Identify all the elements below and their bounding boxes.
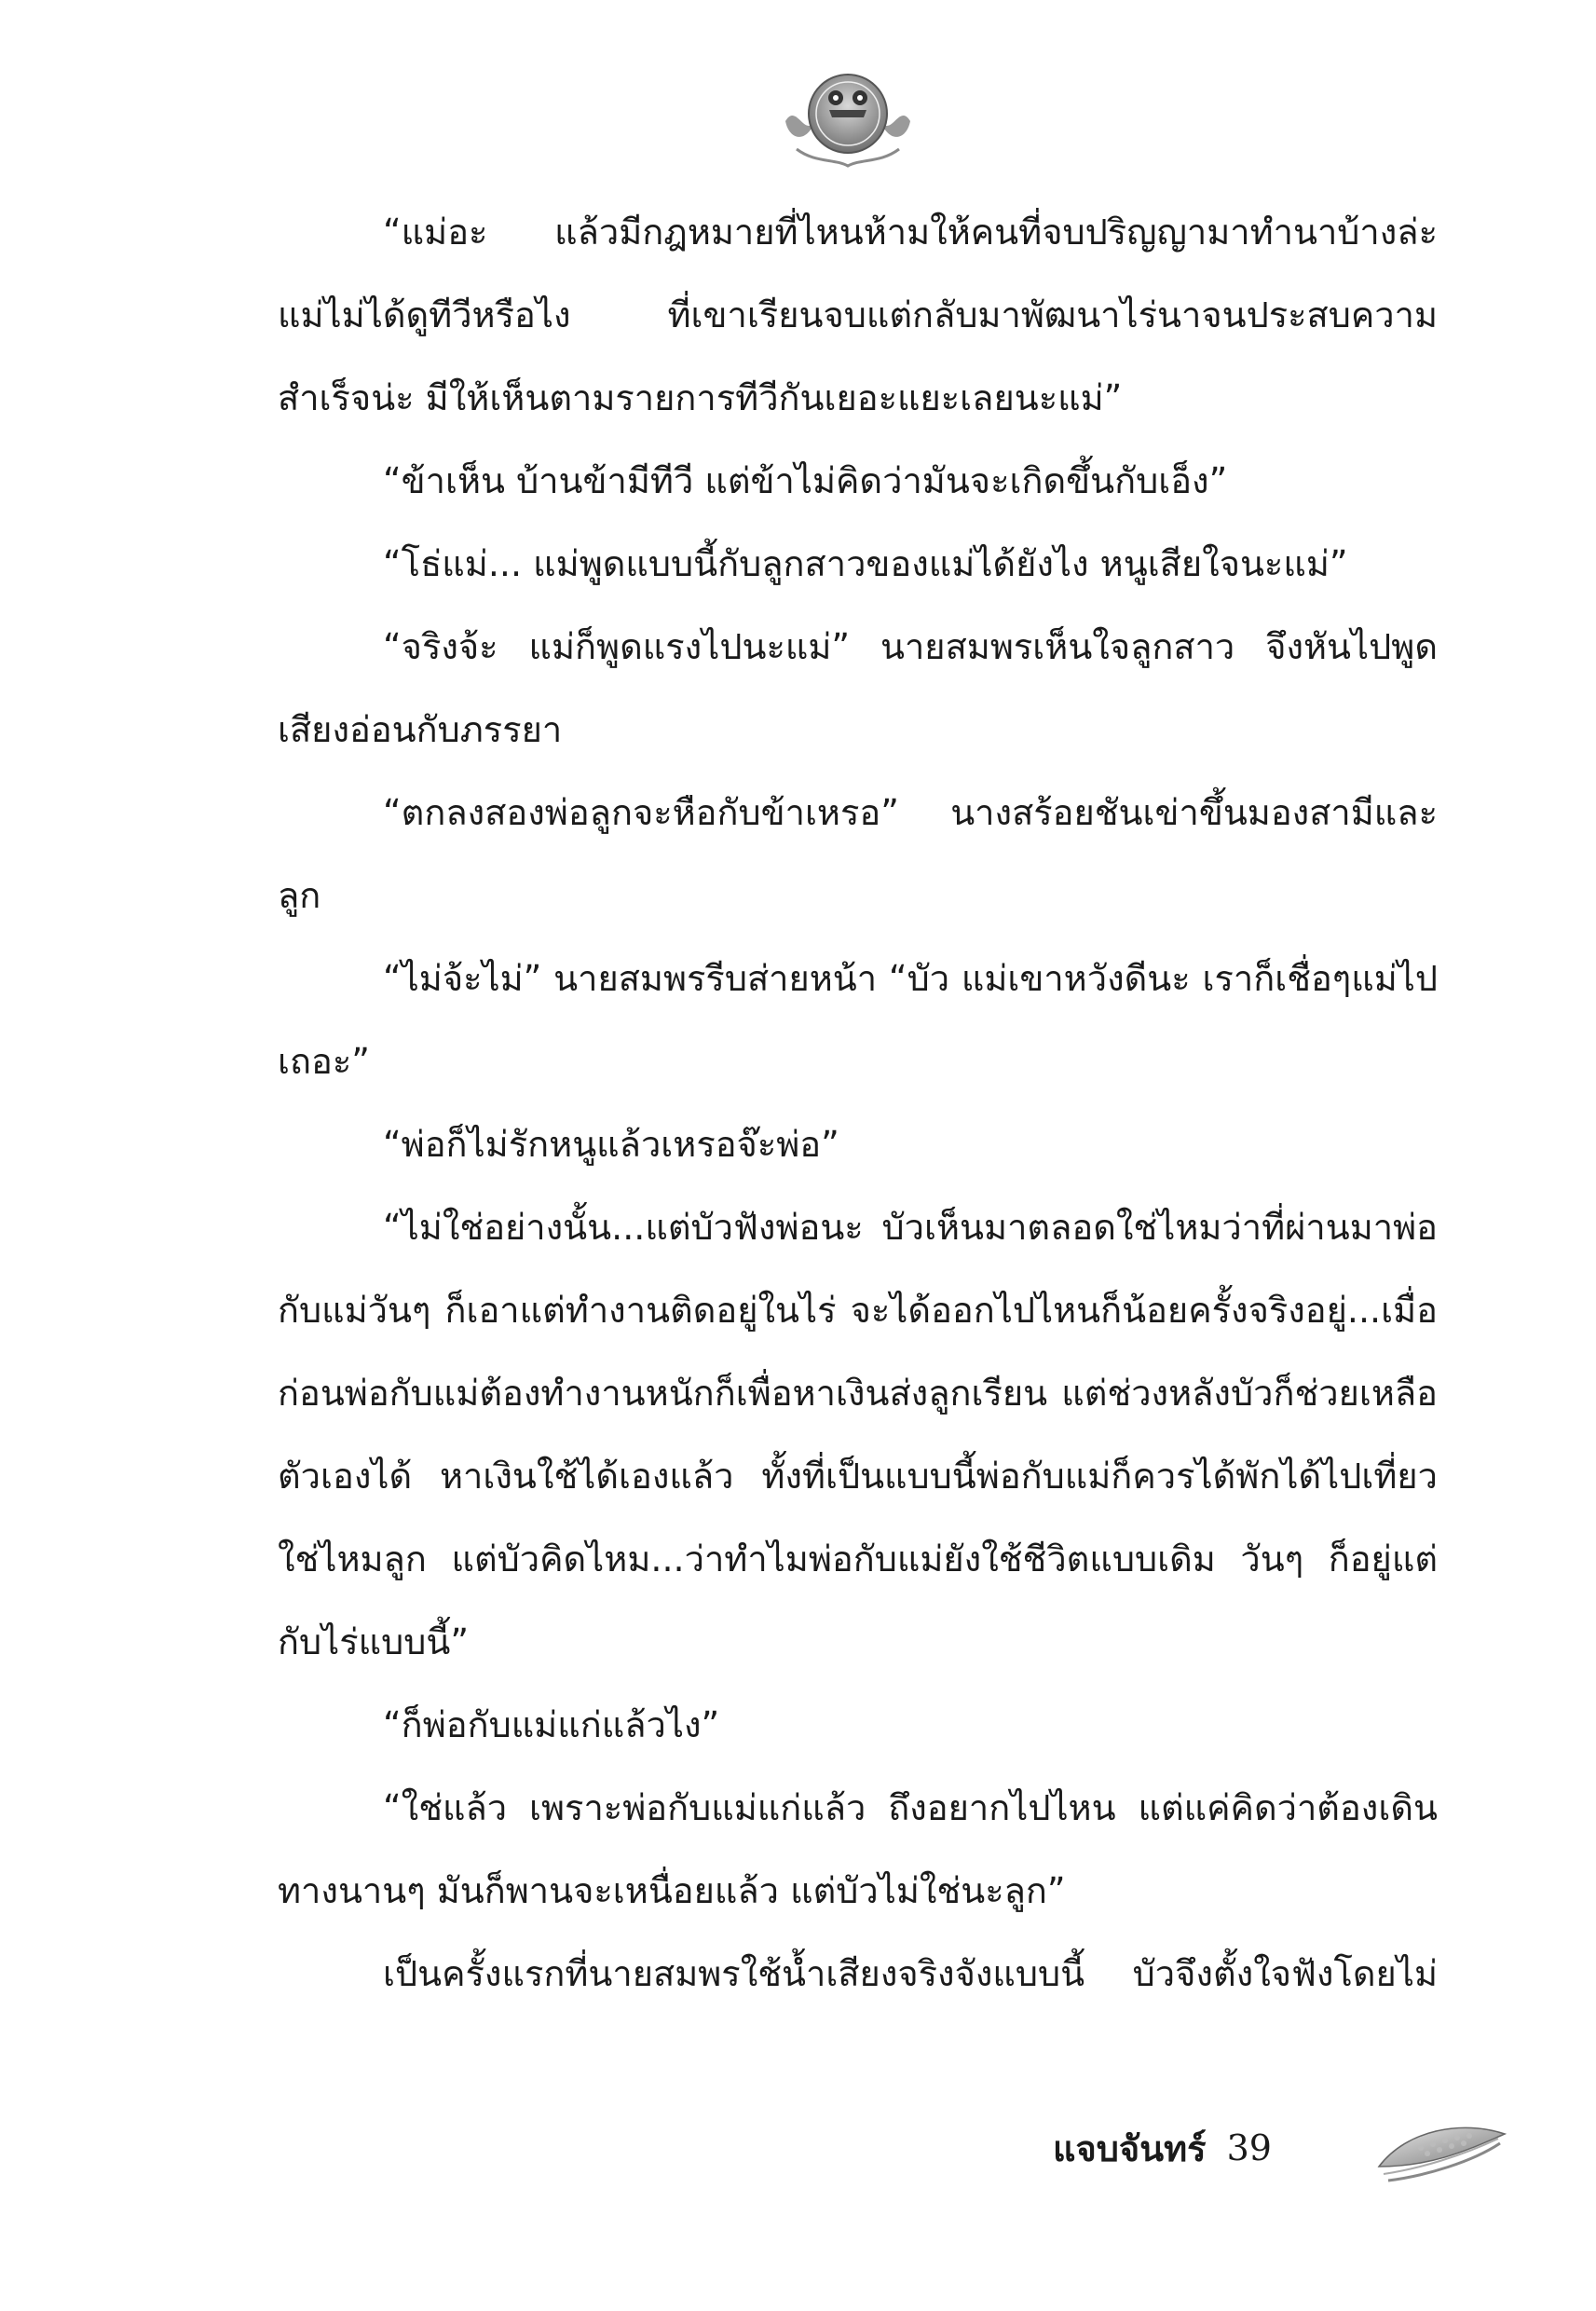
- corn-icon: [1370, 2101, 1509, 2195]
- paragraph: เป็นครั้งแรกที่นายสมพรใช้น้ำเสียงจริงจังแบบนี้ บัวจึงตั้งใจฟังโดยไม่: [383, 1953, 1438, 1994]
- paragraph: “โธ่แม่... แม่พูดแบบนี้กับลูกสาวของแม่ได้ยังไง หนูเสียใจนะแม่”: [383, 543, 1348, 584]
- paragraph: “แม่อะ แล้วมีกฎหมายที่ไหนห้ามให้คนที่จบปริญญามาทำนาบ้างล่ะ แม่ไม่ได้ดูทีวีหรือไง ที่เขาเรียนจบแต่กลับมาพัฒนาไร่นาจนประสบความสำเร็จน่ะ มีให้เห็นตามรายการทีวีกันเยอะแยะเลยนะแม่”: [278, 212, 1438, 418]
- paragraph: “พ่อก็ไม่รักหนูแล้วเหรอจ๊ะพ่อ”: [383, 1124, 839, 1165]
- emblem-seal-icon: [778, 56, 918, 177]
- header-emblem: [778, 56, 918, 177]
- paragraph: “ใช่แล้ว เพราะพ่อกับแม่แก่แล้ว ถึงอยากไปไหน แต่แค่คิดว่าต้องเดินทางนานๆ มันก็พานจะเหนื่อยแล้ว แต่บัวไม่ใช่นะลูก”: [278, 1787, 1438, 1911]
- paragraph: “ตกลงสองพ่อลูกจะหือกับข้าเหรอ” นางสร้อยชันเข่าขึ้นมองสามีและลูก: [278, 792, 1438, 916]
- page-number: 39: [1226, 2127, 1272, 2168]
- paragraph: “ไม่จ้ะไม่” นายสมพรรีบส่ายหน้า “บัว แม่เขาหวังดีนะ เราก็เชื่อๆแม่ไปเถอะ”: [278, 958, 1438, 1082]
- paragraph: “จริงจ้ะ แม่ก็พูดแรงไปนะแม่” นายสมพรเห็นใจลูกสาว จึงหันไปพูดเสียงอ่อนกับภรรยา: [278, 626, 1438, 750]
- paragraph: “ก็พ่อกับแม่แก่แล้วไง”: [383, 1704, 720, 1745]
- paragraph: “ไม่ใช่อย่างนั้น...แต่บัวฟังพ่อนะ บัวเห็นมาตลอดใช่ไหมว่าที่ผ่านมาพ่อกับแม่วันๆ ก็เอาแต่ทำงานติดอยู่ในไร่ จะได้ออกไปไหนก็น้อยครั้งจริงอยู่...เมื่อก่อนพ่อกับแม่ต้องทำงานหนักก็เพื่อหาเงินส่งลูกเรียน แต่ช่วงหลังบัวก็ช่วยเหลือตัวเองได้ หาเงินใช้ได้เองแล้ว ทั้งที่เป็นแบบนี้พ่อกับแม่ก็ควรได้พักได้ไปเที่ยวใช่ไหมลูก แต่บัวคิดไหม...ว่าทำไมพ่อกับแม่ยังใช้ชีวิตแบบเดิม วันๆ ก็อยู่แต่กับไร่แบบนี้”: [278, 1207, 1438, 1662]
- paragraph: “ข้าเห็น บ้านข้ามีทีวี แต่ข้าไม่คิดว่ามันจะเกิดขึ้นกับเอ็ง”: [383, 460, 1228, 501]
- footer-author: แจบจันทร์: [1053, 2127, 1207, 2169]
- page-footer: [1053, 2115, 1272, 2181]
- body-text: [278, 191, 1438, 2008]
